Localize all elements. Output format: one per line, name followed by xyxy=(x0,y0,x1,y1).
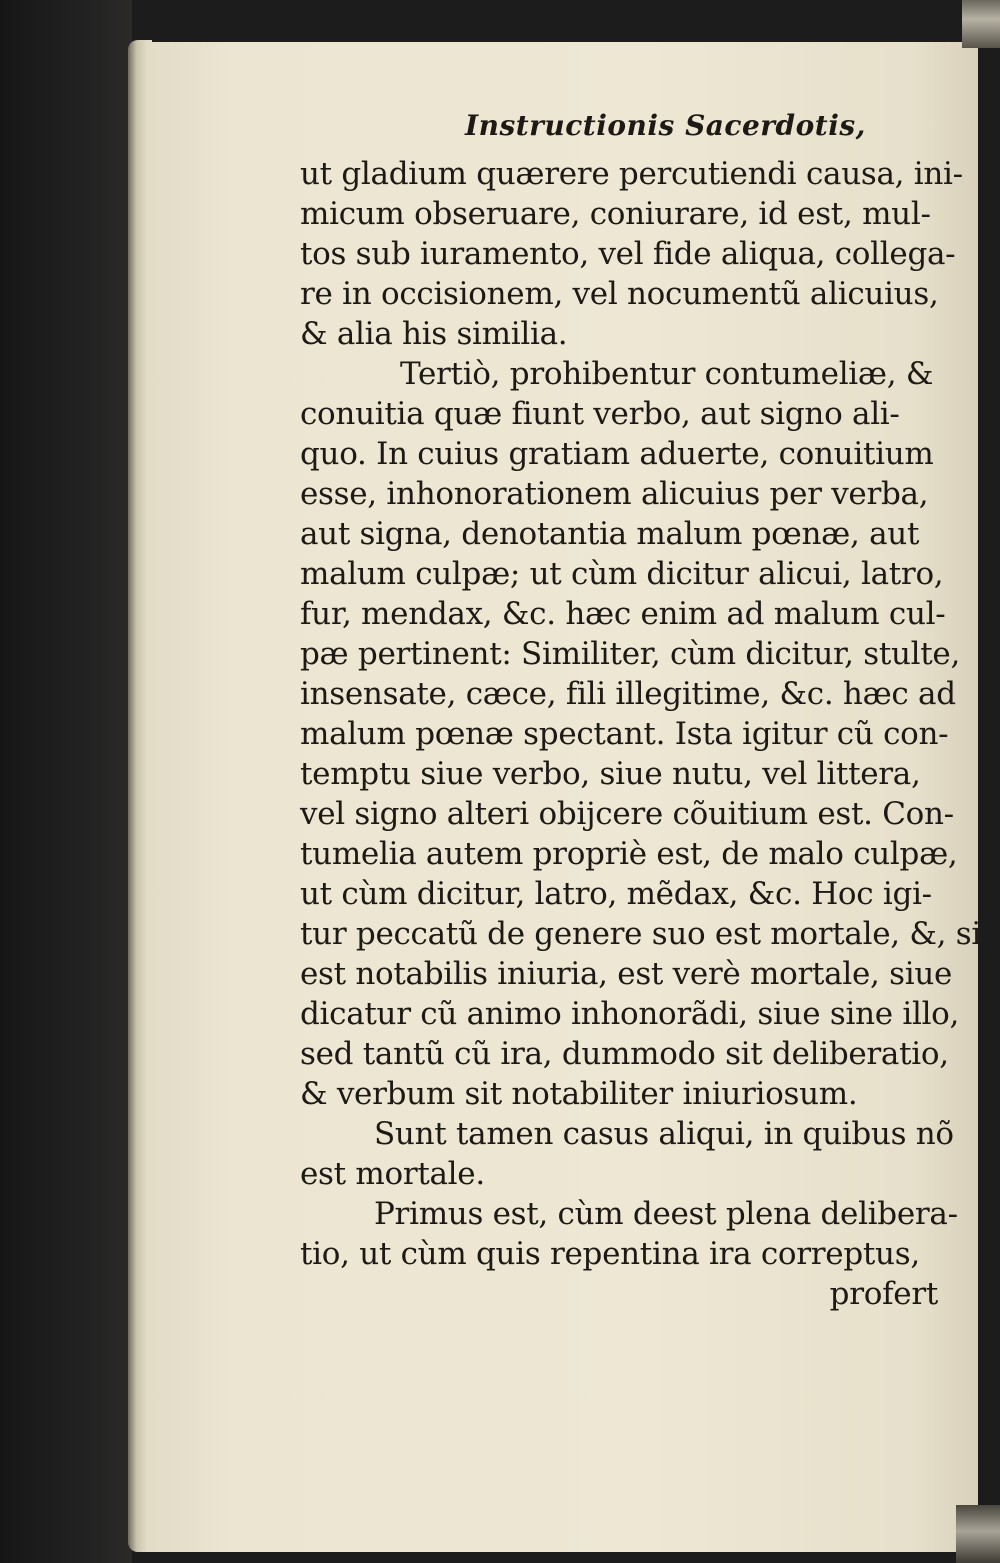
text-line: sed tantũ cũ ira, dummodo sit deliberatio, xyxy=(300,1036,949,1072)
book-binding xyxy=(0,0,132,1563)
text-line: est notabilis iniuria, est verè mortale, siue xyxy=(300,956,953,992)
text-line: malum culpæ; ut cùm dicitur alicui, latro, xyxy=(300,556,944,592)
text-line: fur, mendax, &c. hæc enim ad malum cul- xyxy=(300,596,946,632)
text-line: Primus est, cùm deest plena delibera- xyxy=(374,1196,958,1232)
running-header: Instructionis Sacerdotis, xyxy=(465,109,866,142)
text-line: re in occisionem, vel nocumentũ alicuius, xyxy=(300,276,939,312)
text-line: malum pœnæ spectant. Ista igitur cũ con- xyxy=(300,716,949,752)
text-line: ut cùm dicitur, latro, mẽdax, &c. Hoc igi- xyxy=(300,876,932,912)
text-line: tio, ut cùm quis repentina ira correptus, xyxy=(300,1236,920,1272)
text-line: vel signo alteri obijcere cõuitium est. Con- xyxy=(300,796,954,832)
text-line: & verbum sit notabiliter iniuriosum. xyxy=(300,1076,858,1112)
text-line: & alia his similia. xyxy=(300,316,568,352)
text-line: esse, inhonorationem alicuius per verba, xyxy=(300,476,929,512)
binding-clasp-bottom xyxy=(956,1505,1000,1563)
text-line: temptu siue verbo, siue nutu, vel littera, xyxy=(300,756,921,792)
text-line: ut gladium quærere percutiendi causa, ini- xyxy=(300,156,963,192)
catchword: profert xyxy=(829,1276,938,1312)
text-line: est mortale. xyxy=(300,1156,485,1192)
text-line: Sunt tamen casus aliqui, in quibus nõ xyxy=(374,1116,954,1152)
binding-clasp-top xyxy=(962,0,1000,48)
text-line: quo. In cuius gratiam aduerte, conuitium xyxy=(300,436,934,472)
text-line: pæ pertinent: Similiter, cùm dicitur, stulte, xyxy=(300,636,961,672)
text-line: insensate, cæce, fili illegitime, &c. hæc ad xyxy=(300,676,956,712)
text-line: tos sub iuramento, vel fide aliqua, collega- xyxy=(300,236,956,272)
text-line: aut signa, denotantia malum pœnæ, aut xyxy=(300,516,920,552)
text-line: conuitia quæ fiunt verbo, aut signo ali- xyxy=(300,396,900,432)
text-line: Tertiò, prohibentur contumeliæ, & xyxy=(400,356,934,392)
text-line: tur peccatũ de genere suo est mortale, &, si xyxy=(300,916,982,952)
text-line: tumelia autem propriè est, de malo culpæ, xyxy=(300,836,958,872)
text-line: micum obseruare, coniurare, id est, mul- xyxy=(300,196,931,232)
page-text xyxy=(300,98,982,1314)
text-line: dicatur cũ animo inhonorãdi, siue sine illo, xyxy=(300,996,960,1032)
